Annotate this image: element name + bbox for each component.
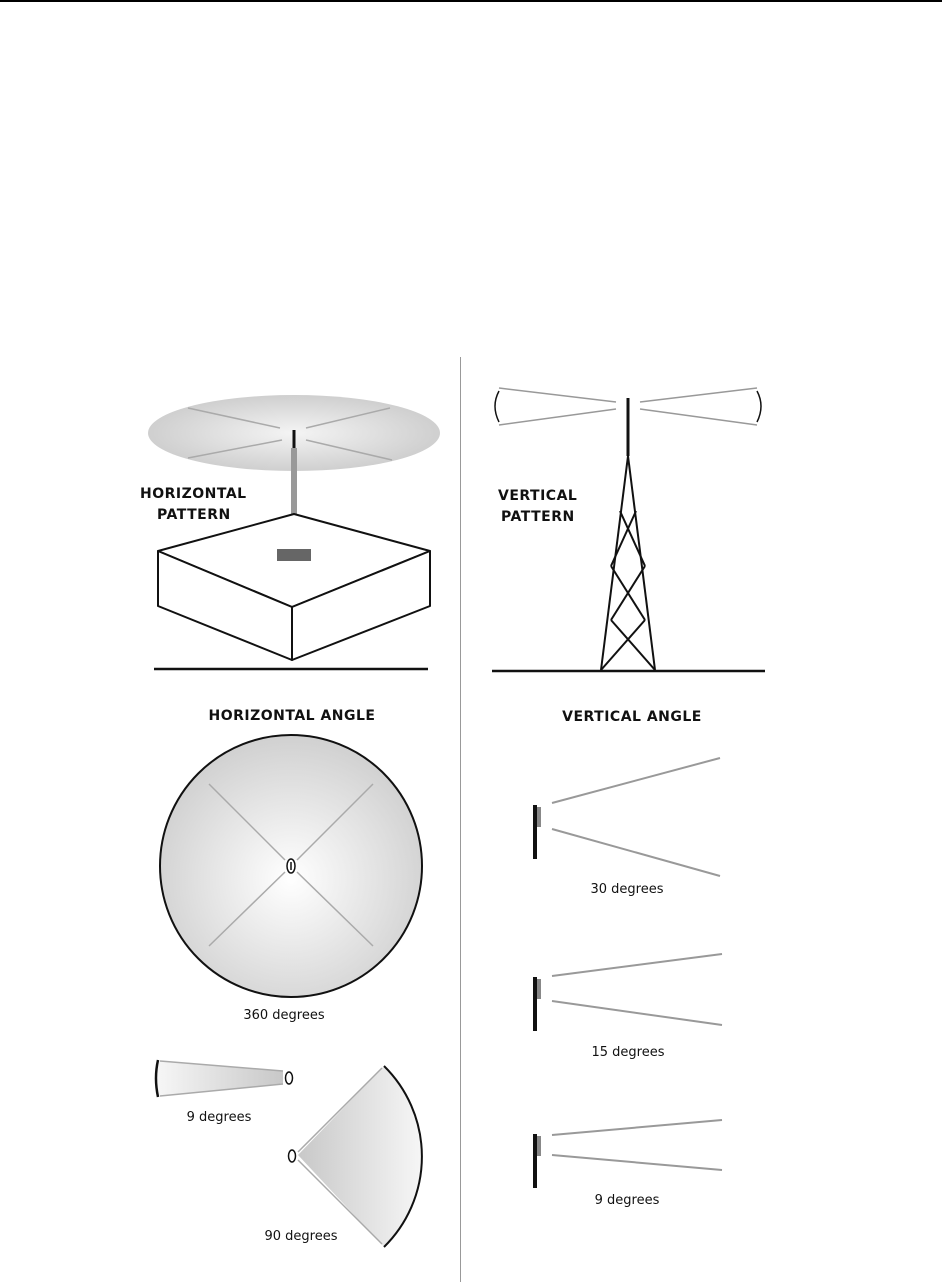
vertical-15-diagram <box>533 954 722 1031</box>
horizontal-pattern-illustration <box>148 395 440 669</box>
horizontal-360-diagram <box>160 735 422 997</box>
vertical-angle-heading: VERTICAL ANGLE <box>562 709 702 725</box>
building-box <box>158 514 430 660</box>
vertical-30-diagram <box>533 758 720 876</box>
horizontal-angle-heading: HORIZONTAL ANGLE <box>208 708 376 724</box>
vertical-pattern-label-line1: VERTICAL <box>498 488 578 504</box>
mast-base <box>277 549 311 561</box>
vertical-30-label: 30 degrees <box>590 882 664 897</box>
horizontal-90-diagram <box>289 1066 422 1247</box>
horizontal-9-label: 9 degrees <box>186 1110 252 1125</box>
lattice-tower <box>601 456 655 670</box>
vertical-pattern-label-line2: PATTERN <box>501 509 575 525</box>
vertical-15-label: 15 degrees <box>591 1045 665 1060</box>
horizontal-360-label: 360 degrees <box>243 1008 325 1023</box>
horizontal-9-diagram <box>156 1060 293 1097</box>
vertical-9-diagram <box>533 1120 722 1188</box>
vertical-pattern-illustration <box>492 388 765 671</box>
vertical-9-label: 9 degrees <box>594 1193 660 1208</box>
horizontal-pattern-label-line1: HORIZONTAL <box>140 486 247 502</box>
horizontal-90-label: 90 degrees <box>264 1229 338 1244</box>
horizontal-pattern-label-line2: PATTERN <box>157 507 231 523</box>
